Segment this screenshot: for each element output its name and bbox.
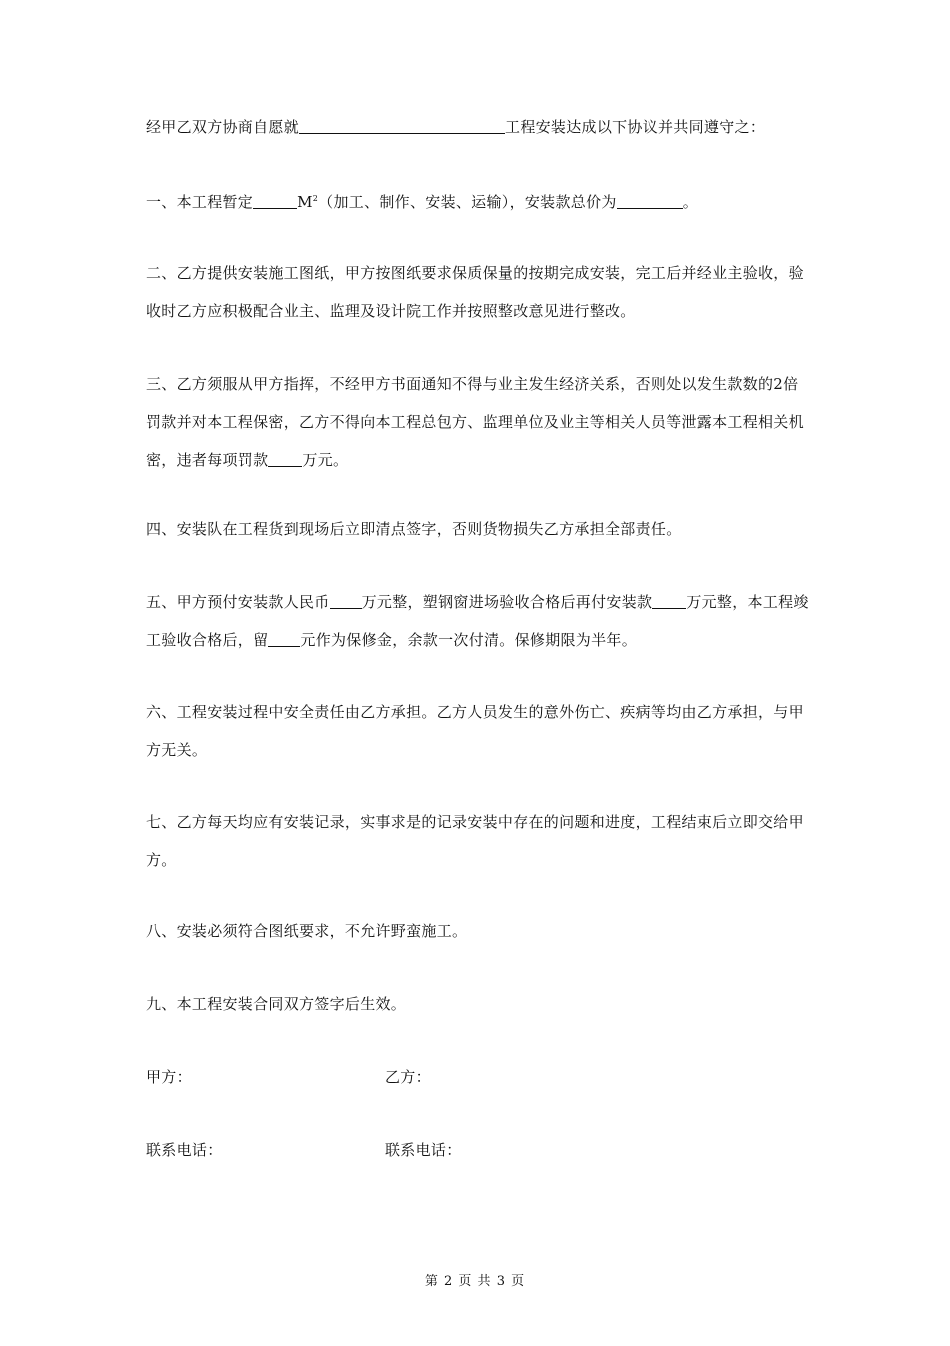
clause-2: 二、乙方提供安装施工图纸，甲方按图纸要求保质保量的按期完成安装，完工后并经业主验收，验收时乙方应积极配合业主、监理及设计院工作并按照整改意见进行整改。 — [146, 264, 804, 320]
clause-3-text-b: 万元。 — [302, 451, 349, 469]
project-name-blank — [299, 117, 505, 134]
second-payment-blank — [652, 592, 686, 609]
clause-1-text-a: 一、本工程暂定 — [146, 193, 254, 211]
clause-3 — [146, 365, 810, 479]
area-unit-superscript: 2 — [312, 194, 319, 203]
intro-after: 工程安装达成以下协议并共同遵守之： — [505, 118, 766, 136]
total-price-blank — [617, 192, 683, 209]
clause-3-text-a: 三、乙方须服从甲方指挥，不经甲方书面通知不得与业主发生经济关系，否则处以发生款数的2倍罚款并对本工程保密，乙方不得向本工程总包方、监理单位及业主等相关人员等泄露本工程相关机密，违者每项罚款 — [146, 375, 804, 469]
clause-1-text-c: 。 — [682, 193, 698, 211]
party-b-phone-label: 联系电话： — [385, 1141, 462, 1159]
clause-7: 七、乙方每天均应有安装记录，实事求是的记录安装中存在的问题和进度，工程结束后立即交给甲方。 — [146, 813, 804, 869]
page-number-footer: 第 2 页 共 3 页 — [424, 1274, 526, 1289]
party-a-phone-label: 联系电话： — [146, 1141, 223, 1159]
clause-8: 八、安装必须符合图纸要求，不允许野蛮施工。 — [146, 922, 468, 940]
intro-before: 经甲乙双方协商自愿就 — [146, 118, 300, 136]
party-a-label: 甲方： — [146, 1068, 192, 1086]
party-b-label: 乙方： — [385, 1068, 431, 1086]
clause-1-text-b: （加工、制作、安装、运输），安装款总价为 — [318, 193, 617, 211]
clause-1 — [146, 180, 810, 221]
clause-5-text-a: 五、甲方预付安装款人民币 — [146, 593, 330, 611]
clause-5-text-c: 万元整，本工程竣工验收合格后，留 — [146, 593, 809, 649]
clause-5 — [146, 583, 810, 659]
clause-5-text-b: 万元整，塑钢窗进场验收合格后再付安装款 — [361, 593, 653, 611]
clause-6: 六、工程安装过程中安全责任由乙方承担。乙方人员发生的意外伤亡、疾病等均由乙方承担，与甲方无关。 — [146, 703, 804, 759]
intro-paragraph — [146, 108, 810, 146]
retention-blank — [268, 630, 300, 647]
clause-4: 四、安装队在工程货到现场后立即清点签字，否则货物损失乙方承担全部责任。 — [146, 520, 682, 538]
area-blank — [253, 192, 297, 209]
clause-5-text-d: 元作为保修金，余款一次付清。保修期限为半年。 — [300, 631, 638, 649]
advance-payment-blank — [330, 592, 362, 609]
area-unit: M — [297, 193, 313, 211]
penalty-blank — [268, 450, 302, 467]
clause-9: 九、本工程安装合同双方签字后生效。 — [146, 995, 407, 1013]
